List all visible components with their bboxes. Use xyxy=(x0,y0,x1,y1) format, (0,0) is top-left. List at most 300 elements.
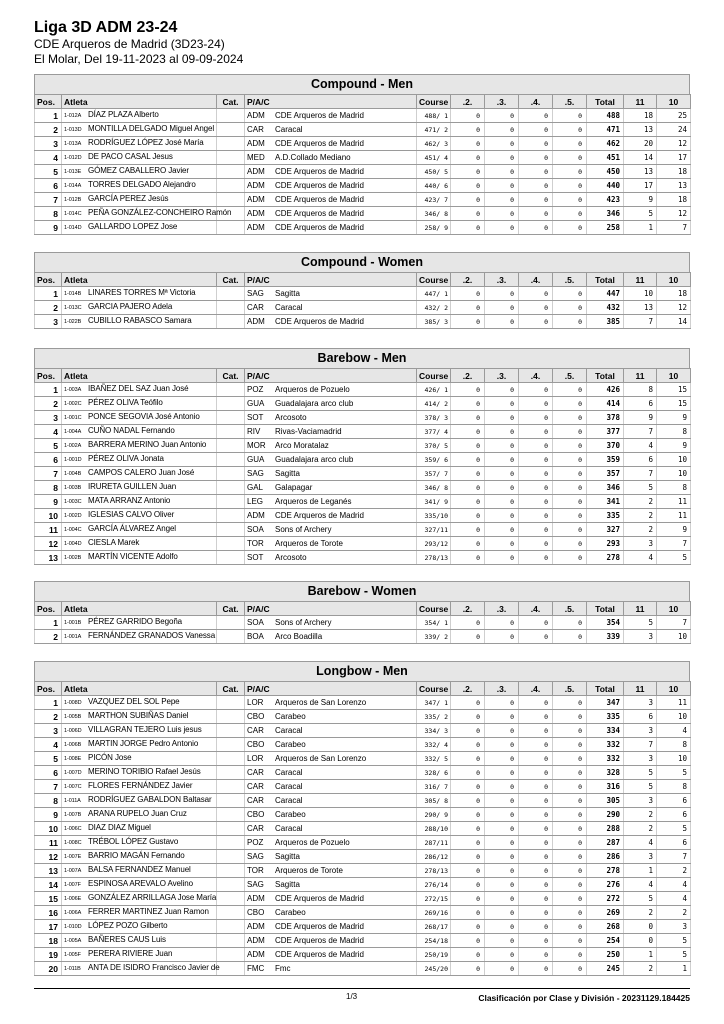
row-count-11: 5 xyxy=(624,766,657,780)
row-score-s5: 0 xyxy=(553,137,587,151)
club-code: SOT xyxy=(247,552,264,562)
row-score-s5: 0 xyxy=(553,630,587,644)
row-category xyxy=(217,738,245,752)
column-header: .2. xyxy=(451,602,485,616)
row-score-s5: 0 xyxy=(553,878,587,892)
row-count-10: 12 xyxy=(657,207,691,221)
row-score-s5: 0 xyxy=(553,892,587,906)
row-count-11: 2 xyxy=(624,495,657,509)
row-category xyxy=(217,962,245,976)
row-athlete xyxy=(62,906,217,920)
row-total: 250 xyxy=(587,948,624,962)
column-header: P/A/C xyxy=(245,369,417,383)
row-club xyxy=(245,616,417,630)
column-header: Atleta xyxy=(62,682,217,696)
club-code: CBO xyxy=(247,739,265,749)
row-score-s5: 0 xyxy=(553,287,587,301)
row-count-10: 2 xyxy=(657,906,691,920)
row-athlete xyxy=(62,836,217,850)
athlete-name: BARRIO MAGÁN Fernando xyxy=(88,851,185,860)
row-club xyxy=(245,822,417,836)
row-score-s2: 0 xyxy=(451,616,485,630)
row-athlete xyxy=(62,411,217,425)
table-row xyxy=(35,551,691,565)
row-position: 9 xyxy=(35,808,62,822)
athlete-name: ESPINOSA AREVALO Avelino xyxy=(88,879,193,888)
athlete-name: PEÑA GONZÁLEZ-CONCHEIRO Ramón xyxy=(88,208,232,217)
row-score-s3: 0 xyxy=(485,495,519,509)
results-section xyxy=(34,661,690,976)
row-position: 1 xyxy=(35,109,62,123)
row-course: 250/19 xyxy=(417,948,451,962)
club-name: Arqueros de Leganés xyxy=(275,496,352,506)
athlete-code: 1-014C xyxy=(64,211,82,217)
row-score-s2: 0 xyxy=(451,920,485,934)
athlete-name: MARTÍN VICENTE Adolfo xyxy=(88,552,178,561)
row-athlete xyxy=(62,383,217,397)
row-position: 12 xyxy=(35,537,62,551)
row-score-s5: 0 xyxy=(553,315,587,329)
club-name: Arco Boadilla xyxy=(275,631,323,641)
row-score-s4: 0 xyxy=(519,766,553,780)
row-position: 2 xyxy=(35,630,62,644)
row-score-s5: 0 xyxy=(553,752,587,766)
table-row xyxy=(35,207,691,221)
table-header-row xyxy=(35,95,691,109)
row-total: 328 xyxy=(587,766,624,780)
athlete-name: GARCIA PAJERO Adela xyxy=(88,302,173,311)
row-count-11: 1 xyxy=(624,221,657,235)
column-header: Atleta xyxy=(62,369,217,383)
row-club xyxy=(245,934,417,948)
row-count-10: 9 xyxy=(657,411,691,425)
row-score-s5: 0 xyxy=(553,495,587,509)
row-total: 339 xyxy=(587,630,624,644)
row-category xyxy=(217,179,245,193)
row-category xyxy=(217,934,245,948)
row-score-s4: 0 xyxy=(519,934,553,948)
row-score-s4: 0 xyxy=(519,221,553,235)
row-score-s2: 0 xyxy=(451,315,485,329)
row-athlete xyxy=(62,481,217,495)
row-category xyxy=(217,864,245,878)
club-name: CDE Arqueros de Madrid xyxy=(275,208,364,218)
row-club xyxy=(245,287,417,301)
athlete-name: FERRER MARTINEZ Juan Ramon xyxy=(88,907,209,916)
row-score-s5: 0 xyxy=(553,481,587,495)
results-section xyxy=(34,348,690,565)
row-score-s3: 0 xyxy=(485,109,519,123)
document-header xyxy=(34,18,243,67)
row-athlete xyxy=(62,794,217,808)
column-header: 11 xyxy=(624,602,657,616)
athlete-code: 1-007A xyxy=(64,868,82,874)
row-position: 4 xyxy=(35,738,62,752)
row-score-s2: 0 xyxy=(451,193,485,207)
row-count-11: 1 xyxy=(624,948,657,962)
table-row xyxy=(35,165,691,179)
athlete-name: RODRÍGUEZ GABALDON Baltasar xyxy=(88,795,212,804)
row-club xyxy=(245,752,417,766)
row-position: 7 xyxy=(35,193,62,207)
column-header: P/A/C xyxy=(245,602,417,616)
club-name: CDE Arqueros de Madrid xyxy=(275,921,364,931)
row-count-10: 8 xyxy=(657,780,691,794)
row-score-s3: 0 xyxy=(485,630,519,644)
athlete-name: DIAZ DIAZ Miguel xyxy=(88,823,151,832)
row-count-10: 11 xyxy=(657,495,691,509)
row-category xyxy=(217,453,245,467)
athlete-code: 1-014D xyxy=(64,225,82,231)
table-row xyxy=(35,315,691,329)
results-table xyxy=(34,94,691,235)
row-score-s3: 0 xyxy=(485,551,519,565)
row-score-s3: 0 xyxy=(485,878,519,892)
club-name: A.D.Collado Mediano xyxy=(275,152,351,162)
athlete-name: BARRERA MERINO Juan Antonio xyxy=(88,440,207,449)
section-title: Compound - Men xyxy=(34,74,690,94)
row-category xyxy=(217,411,245,425)
club-name: Carabeo xyxy=(275,907,306,917)
club-name: Arqueros de Torote xyxy=(275,865,343,875)
athlete-name: CIESLA Marek xyxy=(88,538,140,547)
row-athlete xyxy=(62,892,217,906)
club-code: SAG xyxy=(247,288,264,298)
club-name: Caracal xyxy=(275,823,303,833)
athlete-name: DÍAZ PLAZA Alberto xyxy=(88,110,159,119)
row-score-s3: 0 xyxy=(485,315,519,329)
row-course: 359/ 6 xyxy=(417,453,451,467)
row-count-10: 18 xyxy=(657,165,691,179)
row-position: 5 xyxy=(35,439,62,453)
row-score-s4: 0 xyxy=(519,467,553,481)
row-score-s4: 0 xyxy=(519,822,553,836)
row-score-s3: 0 xyxy=(485,165,519,179)
club-code: ADM xyxy=(247,194,265,204)
athlete-code: 1-011B xyxy=(64,966,81,972)
row-count-11: 7 xyxy=(624,467,657,481)
column-header: 11 xyxy=(624,95,657,109)
row-category xyxy=(217,808,245,822)
row-score-s4: 0 xyxy=(519,151,553,165)
row-score-s4: 0 xyxy=(519,439,553,453)
column-header: .4. xyxy=(519,682,553,696)
row-category xyxy=(217,710,245,724)
row-club xyxy=(245,794,417,808)
row-score-s5: 0 xyxy=(553,523,587,537)
row-score-s3: 0 xyxy=(485,221,519,235)
club-name: Caracal xyxy=(275,781,303,791)
row-score-s5: 0 xyxy=(553,934,587,948)
table-row xyxy=(35,537,691,551)
athlete-name: LINARES TORRES Mª Victoria xyxy=(88,288,196,297)
row-count-11: 0 xyxy=(624,920,657,934)
page-footer xyxy=(34,988,690,1008)
table-row xyxy=(35,822,691,836)
athlete-name: MARTIN JORGE Pedro Antonio xyxy=(88,739,199,748)
row-score-s4: 0 xyxy=(519,780,553,794)
row-total: 272 xyxy=(587,892,624,906)
row-count-11: 6 xyxy=(624,710,657,724)
row-score-s5: 0 xyxy=(553,920,587,934)
row-count-11: 2 xyxy=(624,509,657,523)
row-score-s5: 0 xyxy=(553,439,587,453)
row-course: 385/ 3 xyxy=(417,315,451,329)
row-total: 334 xyxy=(587,724,624,738)
row-score-s4: 0 xyxy=(519,696,553,710)
row-category xyxy=(217,165,245,179)
athlete-code: 1-001C xyxy=(64,415,82,421)
row-total: 305 xyxy=(587,794,624,808)
row-count-11: 7 xyxy=(624,425,657,439)
row-score-s2: 0 xyxy=(451,165,485,179)
row-total: 327 xyxy=(587,523,624,537)
table-row xyxy=(35,696,691,710)
row-score-s4: 0 xyxy=(519,892,553,906)
club-code: LOR xyxy=(247,697,264,707)
row-score-s4: 0 xyxy=(519,710,553,724)
row-score-s3: 0 xyxy=(485,123,519,137)
row-score-s3: 0 xyxy=(485,523,519,537)
club-code: ADM xyxy=(247,180,265,190)
row-score-s2: 0 xyxy=(451,934,485,948)
row-club xyxy=(245,537,417,551)
row-course: 327/11 xyxy=(417,523,451,537)
row-course: 471/ 2 xyxy=(417,123,451,137)
row-score-s2: 0 xyxy=(451,864,485,878)
athlete-name: PICÓN Jose xyxy=(88,753,132,762)
row-category xyxy=(217,696,245,710)
table-row xyxy=(35,948,691,962)
row-score-s2: 0 xyxy=(451,287,485,301)
club-code: CAR xyxy=(247,823,264,833)
athlete-name: FERNÁNDEZ GRANADOS Vanessa xyxy=(88,631,216,640)
row-total: 426 xyxy=(587,383,624,397)
club-code: BOA xyxy=(247,631,264,641)
row-course: 346/ 8 xyxy=(417,481,451,495)
column-header: .3. xyxy=(485,273,519,287)
row-course: 335/ 2 xyxy=(417,710,451,724)
column-header: .5. xyxy=(553,369,587,383)
club-name: Sagitta xyxy=(275,288,300,298)
row-score-s2: 0 xyxy=(451,794,485,808)
row-category xyxy=(217,439,245,453)
athlete-code: 1-012D xyxy=(64,155,82,161)
row-count-11: 13 xyxy=(624,165,657,179)
row-score-s3: 0 xyxy=(485,193,519,207)
row-course: 276/14 xyxy=(417,878,451,892)
row-count-10: 5 xyxy=(657,766,691,780)
column-header: .3. xyxy=(485,369,519,383)
row-club xyxy=(245,920,417,934)
row-course: 432/ 2 xyxy=(417,301,451,315)
athlete-name: MONTILLA DELGADO Miguel Angel xyxy=(88,124,215,133)
row-category xyxy=(217,892,245,906)
column-header: 10 xyxy=(657,95,691,109)
row-position: 17 xyxy=(35,920,62,934)
athlete-code: 1-005F xyxy=(64,952,81,958)
row-club xyxy=(245,495,417,509)
club-code: MOR xyxy=(247,440,266,450)
row-position: 10 xyxy=(35,509,62,523)
row-athlete xyxy=(62,822,217,836)
table-row xyxy=(35,425,691,439)
row-club xyxy=(245,397,417,411)
row-position: 2 xyxy=(35,123,62,137)
row-course: 378/ 3 xyxy=(417,411,451,425)
club-name: Guadalajara arco club xyxy=(275,454,354,464)
row-score-s2: 0 xyxy=(451,467,485,481)
row-total: 278 xyxy=(587,551,624,565)
row-score-s2: 0 xyxy=(451,207,485,221)
row-score-s4: 0 xyxy=(519,808,553,822)
row-count-10: 5 xyxy=(657,934,691,948)
athlete-code: 1-001A xyxy=(64,634,82,640)
row-score-s5: 0 xyxy=(553,738,587,752)
row-count-10: 5 xyxy=(657,948,691,962)
athlete-name: PÉREZ OLIVA Teófilo xyxy=(88,398,163,407)
row-score-s4: 0 xyxy=(519,523,553,537)
row-position: 12 xyxy=(35,850,62,864)
row-athlete xyxy=(62,878,217,892)
column-header: .3. xyxy=(485,95,519,109)
row-count-10: 12 xyxy=(657,301,691,315)
athlete-code: 1-007B xyxy=(64,812,82,818)
row-score-s3: 0 xyxy=(485,287,519,301)
row-club xyxy=(245,453,417,467)
club-code: ADM xyxy=(247,935,265,945)
row-club xyxy=(245,151,417,165)
athlete-name: IRURETA GUILLEN Juan xyxy=(88,482,177,491)
row-course: 332/ 4 xyxy=(417,738,451,752)
row-total: 316 xyxy=(587,780,624,794)
row-total: 254 xyxy=(587,934,624,948)
table-row xyxy=(35,738,691,752)
club-name: CDE Arqueros de Madrid xyxy=(275,935,364,945)
row-score-s2: 0 xyxy=(451,836,485,850)
row-course: 269/16 xyxy=(417,906,451,920)
results-table xyxy=(34,272,691,329)
row-score-s2: 0 xyxy=(451,537,485,551)
row-category xyxy=(217,551,245,565)
club-name: Arqueros de Pozuelo xyxy=(275,837,350,847)
row-score-s3: 0 xyxy=(485,906,519,920)
row-score-s2: 0 xyxy=(451,696,485,710)
row-course: 451/ 4 xyxy=(417,151,451,165)
row-score-s5: 0 xyxy=(553,724,587,738)
row-score-s3: 0 xyxy=(485,948,519,962)
row-score-s3: 0 xyxy=(485,794,519,808)
club-code: MED xyxy=(247,152,265,162)
row-total: 290 xyxy=(587,808,624,822)
row-count-11: 6 xyxy=(624,453,657,467)
club-code: ADM xyxy=(247,110,265,120)
row-count-11: 5 xyxy=(624,207,657,221)
row-category xyxy=(217,123,245,137)
row-score-s3: 0 xyxy=(485,383,519,397)
athlete-code: 1-006E xyxy=(64,896,82,902)
row-score-s4: 0 xyxy=(519,453,553,467)
row-category xyxy=(217,301,245,315)
row-count-11: 3 xyxy=(624,537,657,551)
table-row xyxy=(35,766,691,780)
row-score-s4: 0 xyxy=(519,411,553,425)
row-count-10: 10 xyxy=(657,752,691,766)
table-row xyxy=(35,109,691,123)
club-code: CAR xyxy=(247,302,264,312)
column-header: Atleta xyxy=(62,95,217,109)
row-count-10: 5 xyxy=(657,551,691,565)
club-name: Caracal xyxy=(275,302,303,312)
row-position: 3 xyxy=(35,137,62,151)
row-score-s3: 0 xyxy=(485,710,519,724)
row-position: 1 xyxy=(35,287,62,301)
row-total: 286 xyxy=(587,850,624,864)
column-header: P/A/C xyxy=(245,273,417,287)
column-header: .5. xyxy=(553,95,587,109)
row-course: 423/ 7 xyxy=(417,193,451,207)
athlete-code: 1-013D xyxy=(64,127,82,133)
athlete-code: 1-003B xyxy=(64,485,82,491)
row-count-10: 13 xyxy=(657,179,691,193)
row-score-s4: 0 xyxy=(519,724,553,738)
row-score-s4: 0 xyxy=(519,537,553,551)
row-category xyxy=(217,537,245,551)
row-score-s2: 0 xyxy=(451,808,485,822)
club-code: ADM xyxy=(247,893,265,903)
row-score-s4: 0 xyxy=(519,383,553,397)
row-total: 432 xyxy=(587,301,624,315)
row-club xyxy=(245,411,417,425)
row-score-s4: 0 xyxy=(519,397,553,411)
row-count-11: 3 xyxy=(624,696,657,710)
row-position: 5 xyxy=(35,165,62,179)
club-name: Sons of Archery xyxy=(275,524,332,534)
table-row xyxy=(35,439,691,453)
row-count-11: 2 xyxy=(624,906,657,920)
column-header: .3. xyxy=(485,602,519,616)
row-count-11: 4 xyxy=(624,878,657,892)
row-count-10: 6 xyxy=(657,836,691,850)
table-row xyxy=(35,850,691,864)
row-club xyxy=(245,207,417,221)
athlete-code: 1-002D xyxy=(64,513,82,519)
row-count-11: 8 xyxy=(624,383,657,397)
row-club xyxy=(245,864,417,878)
club-code: GUA xyxy=(247,454,265,464)
row-course: 347/ 1 xyxy=(417,696,451,710)
results-section xyxy=(34,74,690,235)
row-course: 278/13 xyxy=(417,551,451,565)
row-athlete xyxy=(62,439,217,453)
row-score-s3: 0 xyxy=(485,411,519,425)
row-score-s5: 0 xyxy=(553,193,587,207)
row-category xyxy=(217,467,245,481)
table-row xyxy=(35,794,691,808)
club-code: RIV xyxy=(247,426,261,436)
row-count-11: 14 xyxy=(624,151,657,165)
row-score-s3: 0 xyxy=(485,934,519,948)
row-count-11: 10 xyxy=(624,287,657,301)
table-row xyxy=(35,616,691,630)
row-score-s3: 0 xyxy=(485,616,519,630)
column-header: .4. xyxy=(519,602,553,616)
row-position: 2 xyxy=(35,710,62,724)
row-count-10: 9 xyxy=(657,439,691,453)
row-count-10: 1 xyxy=(657,962,691,976)
club-code: ADM xyxy=(247,208,265,218)
athlete-name: GARCÍA ÁLVAREZ Angel xyxy=(88,524,176,533)
